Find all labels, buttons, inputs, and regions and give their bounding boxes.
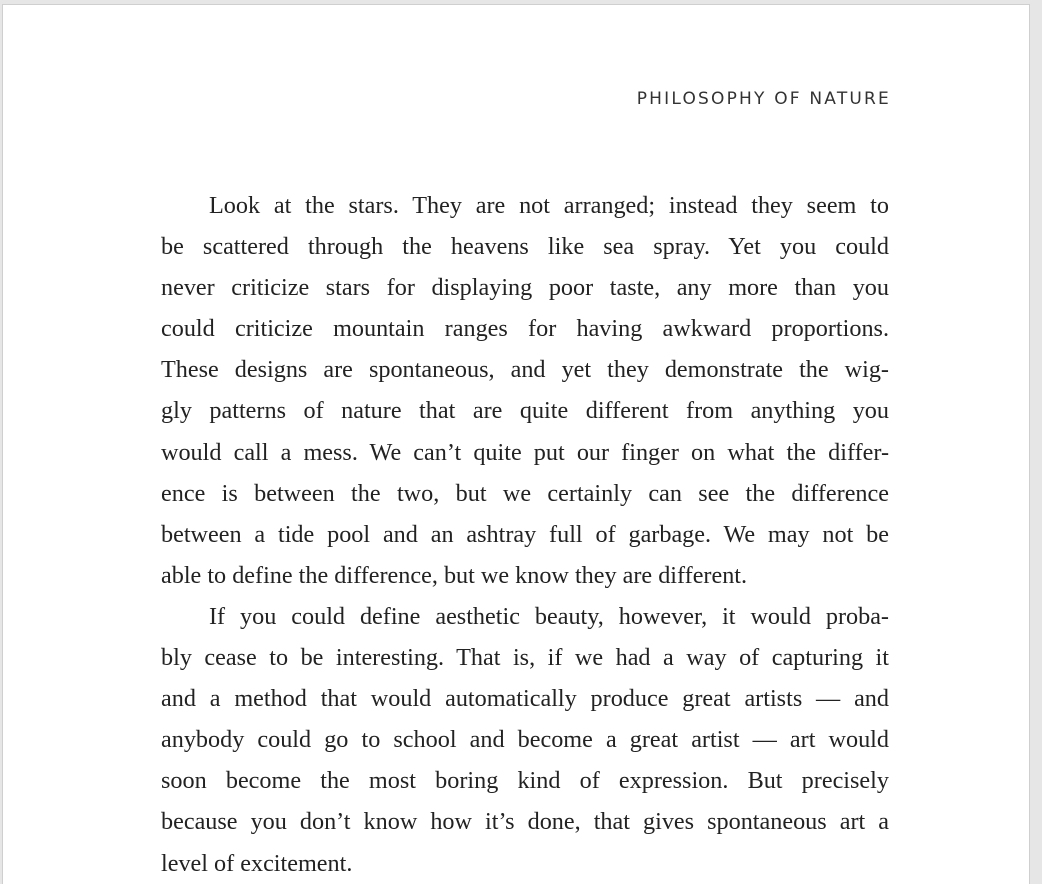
text-line: If you could define aesthetic beauty, however, it would proba- [209, 602, 889, 630]
text-line: between a tide pool and an ashtray full of garbage. We may not be [161, 520, 889, 548]
book-page [2, 4, 1030, 884]
text-line: soon become the most boring kind of expression. But precisely [161, 767, 889, 795]
body-text [161, 185, 889, 884]
text-line: gly patterns of nature that are quite different from anything you [161, 397, 889, 425]
text-line: level of excitement. [161, 849, 353, 877]
text-line: Look at the stars. They are not arranged; instead they seem to [209, 192, 889, 219]
text-line: able to define the difference, but we know they are different. [161, 561, 748, 589]
text-line: would call a mess. We can’t quite put our finger on what the differ- [161, 438, 889, 466]
text-line: bly cease to be interesting. That is, if we had a way of capturing it [161, 644, 889, 672]
text-line: anybody could go to school and become a great artist — art would [161, 726, 889, 754]
text-line: could criticize mountain ranges for having awkward proportions. [161, 315, 889, 343]
text-line: because you don’t know how it’s done, that gives spontaneous art a [161, 808, 889, 836]
paragraph-1 [161, 185, 889, 596]
text-line: never criticize stars for displaying poor taste, any more than you [161, 274, 889, 302]
paragraph-2 [161, 596, 889, 884]
text-line: These designs are spontaneous, and yet they demonstrate the wig- [161, 356, 889, 384]
text-line: and a method that would automatically produce great artists — and [161, 685, 889, 713]
text-line: ence is between the two, but we certainly can see the difference [161, 479, 889, 507]
running-head: PHILOSOPHY OF NATURE [636, 89, 891, 109]
text-line: be scattered through the heavens like sea spray. Yet you could [161, 233, 889, 261]
